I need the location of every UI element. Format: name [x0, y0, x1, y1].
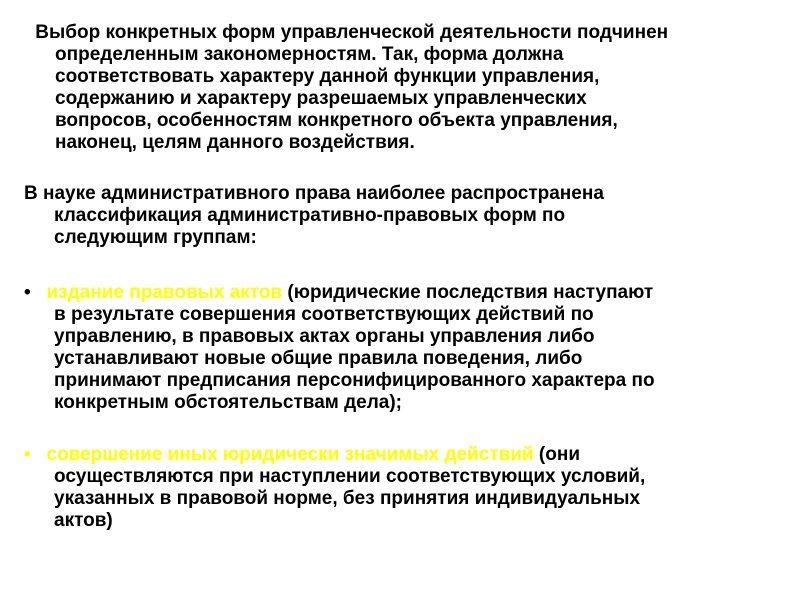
paragraph-line: следующим группам:: [54, 227, 257, 248]
paragraph-line: вопросов, особенностям конкретного объекта управления,: [55, 110, 618, 131]
paragraph-line: Выбор конкретных форм управленческой деятельности подчинен: [30, 22, 669, 43]
paragraph-line: соответствовать характеру данной функции управления,: [55, 66, 600, 87]
bullet-line: принимают предписания персонифицированного характера по: [54, 370, 655, 391]
bullet-item-other-actions: [24, 444, 774, 532]
bullet-line: осуществляются при наступлении соответствующих условий,: [54, 466, 646, 487]
bullet-line: устанавливают новые общие правила поведения, либо: [54, 348, 583, 369]
paragraph-form-selection: [32, 22, 782, 154]
paragraph-line: классификация административно-правовых форм по: [54, 205, 566, 226]
bullet-marker: •: [24, 282, 31, 303]
bullet-item-legal-acts: [24, 282, 774, 414]
bullet-line: указанных в правовой норме, без принятия индивидуальных: [54, 488, 641, 509]
bullet-text: (они: [533, 444, 580, 465]
paragraph-line: В науке административного права наиболее распространена: [24, 183, 604, 204]
bullet-line: в результате совершения соответствующих действий по: [54, 304, 594, 325]
bullet-first-line: [24, 282, 774, 304]
bullet-marker: •: [24, 444, 31, 465]
paragraph-line: наконец, целям данного воздействия.: [55, 132, 415, 153]
bullet-text: (юридические последствия наступают: [282, 282, 654, 303]
bullet-line: управлению, в правовых актах органы управления либо: [54, 326, 595, 347]
highlighted-term: совершение иных юридически значимых действий: [46, 444, 534, 465]
bullet-line: актов): [54, 510, 113, 531]
paragraph-line: определенным закономерностям. Так, форма должна: [55, 44, 564, 65]
paragraph-line: содержанию и характеру разрешаемых управленческих: [55, 88, 587, 109]
bullet-first-line: [24, 444, 774, 466]
highlighted-term: издание правовых актов: [46, 282, 283, 303]
bullet-line: конкретным обстоятельствам дела);: [54, 392, 403, 413]
paragraph-classification: [24, 183, 774, 249]
